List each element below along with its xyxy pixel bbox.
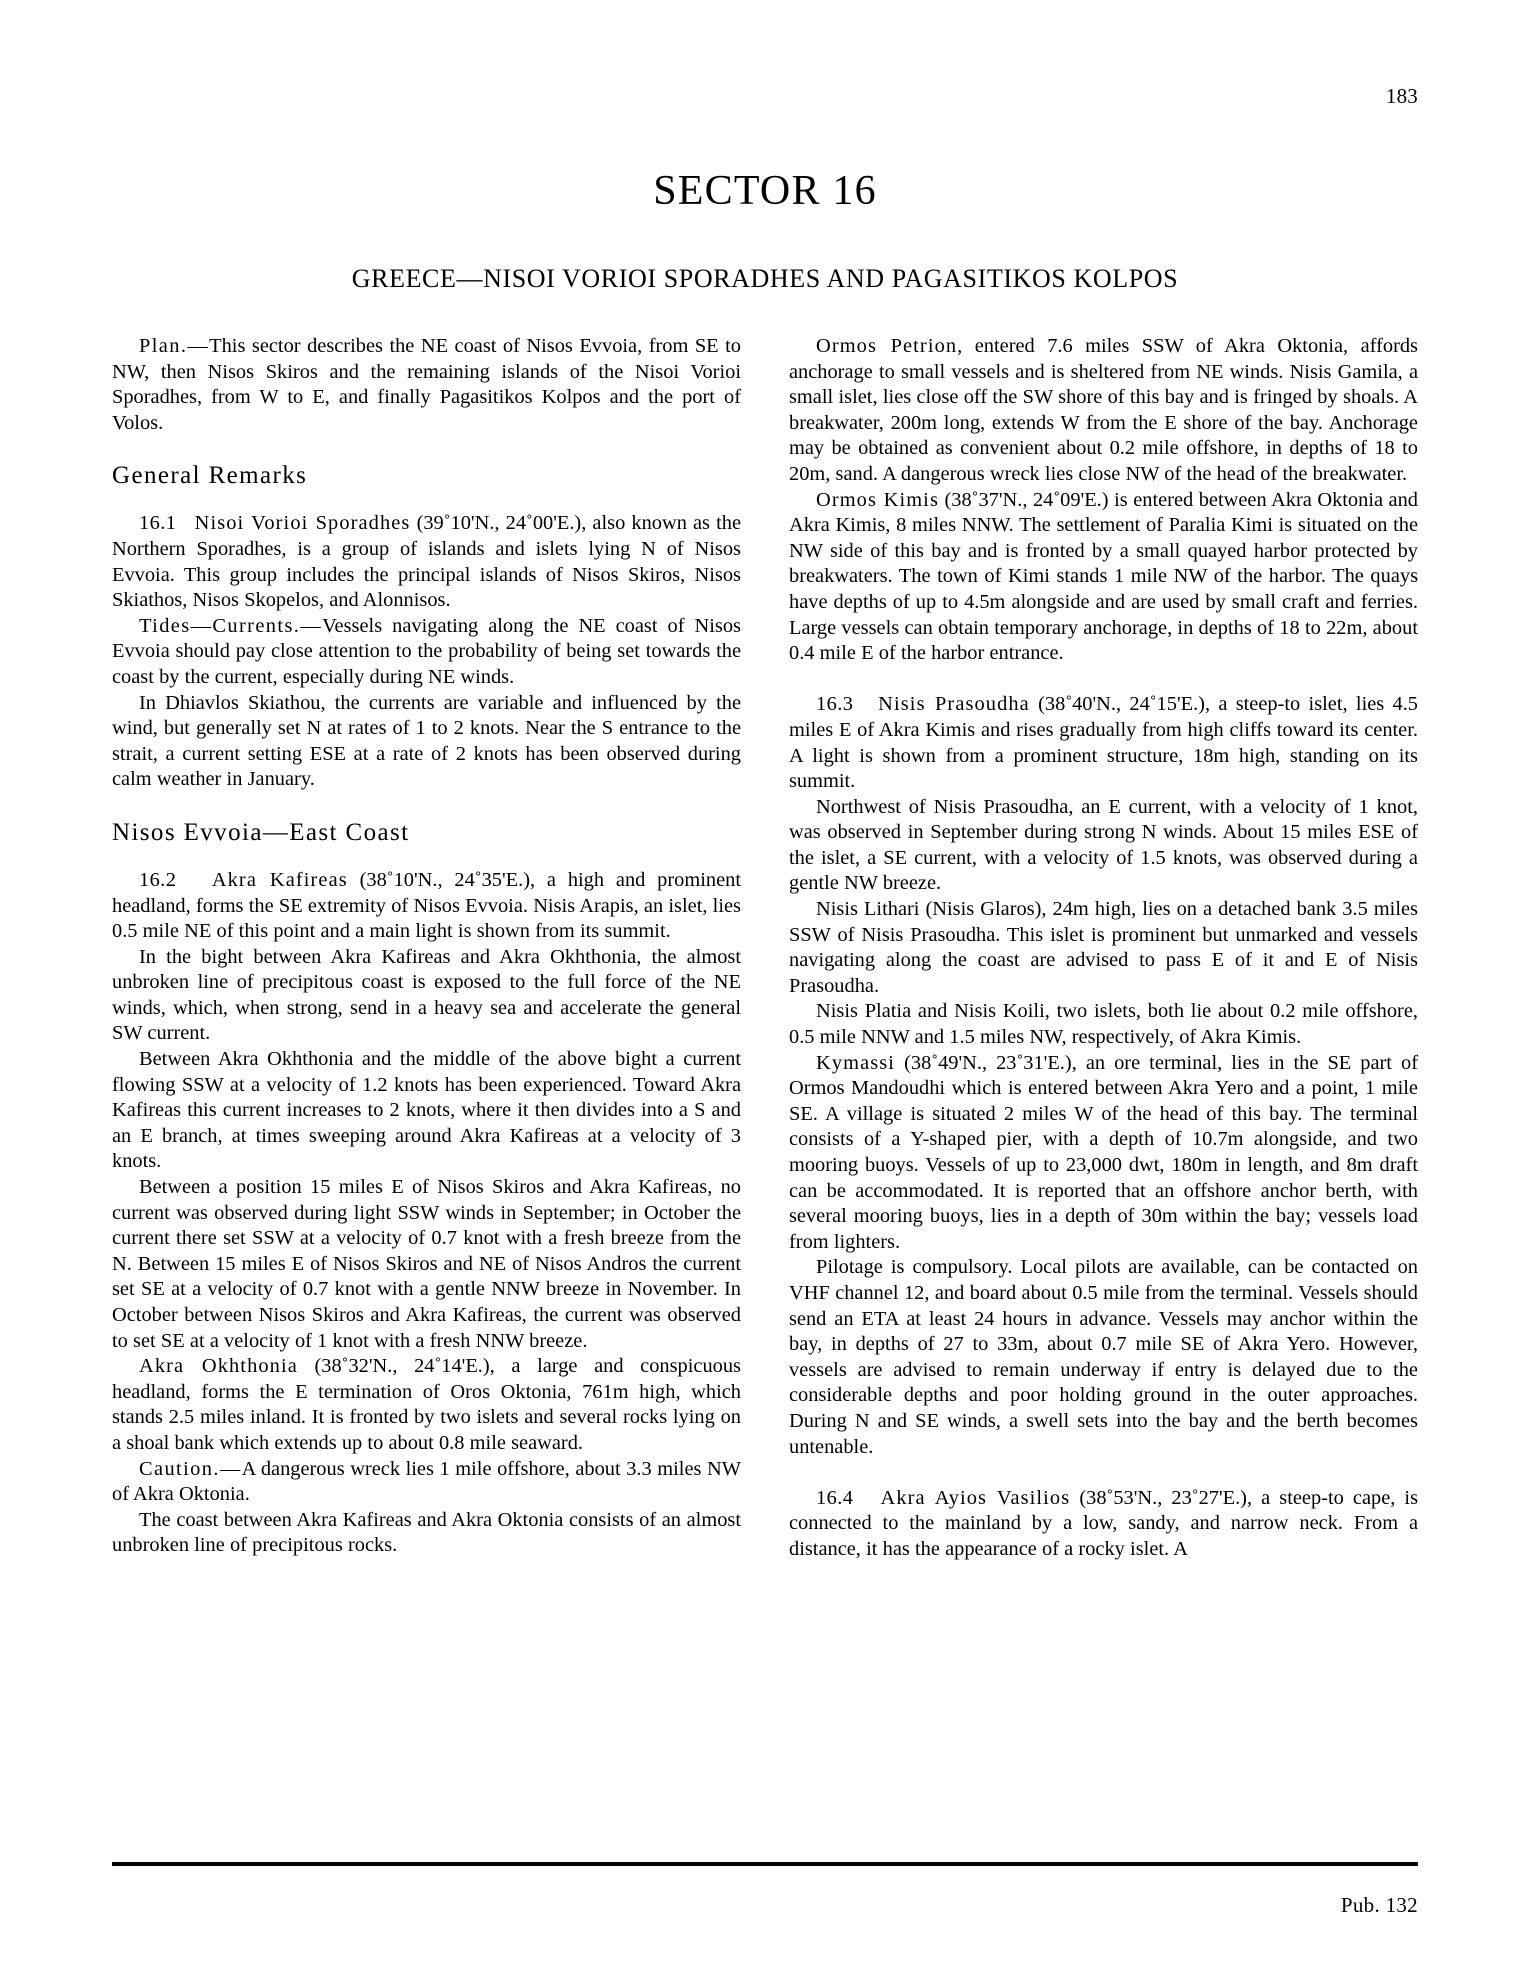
paragraph-16-1 [112,511,741,613]
lead-in-caution: Caution.— [139,1457,242,1480]
placename-kymassi: Kymassi [816,1051,896,1074]
lead-in-plan: Plan.— [139,335,210,357]
paragraph-plan-text: This sector describes the NE coast of Nisos Evvoia, from SE to NW, then Nisos Skiros and the remaining islands of the Nisoi Vorioi Sporadhes, from W to E, and finally Pagasitikos Kolpos and the port of Volos. [112,335,741,434]
section-number-16-2: 16.2 [139,868,177,891]
left-column [112,334,741,1814]
paragraph-16-4-text: (38˚53'N., 23˚27'E.), a steep-to cape, is connected to the mainland by a low, sandy, and narrow neck. From a distance, it has the appearance of a rocky islet. A [789,1486,1419,1560]
paragraph-16-2 [112,868,741,945]
placename-akra-okhthonia: Akra Okhthonia [139,1355,298,1378]
placename-ormos-kimis: Ormos Kimis [816,488,939,511]
sector-title: SECTOR 16 [653,168,877,214]
paragraph-ormos-kimis [789,488,1418,667]
heading-general-remarks: General Remarks [112,462,308,490]
paragraph-caution [112,1457,741,1508]
paragraph-plan [112,334,741,436]
paragraph-ormos-petrion [789,334,1418,488]
paragraph-nisis-lithari: Nisis Lithari (Nisis Glaros), 24m high, lies on a detached bank 3.5 miles SSW of Nisis Prasoudha. This islet is prominent but unmarked and vessels navigating along the coast are advised to pass E of it and E of Nisis Prasoudha. [789,898,1418,997]
paragraph-kymassi-text: (38˚49'N., 23˚31'E.), an ore terminal, lies in the SE part of Ormos Mandoudhi which is entered between Akra Yero and a point, 1 mile SE. A village is situated 2 miles W of the head of this bay. The terminal consists of a Y-shaped pier, with a depth of 10.7m alongside, and two mooring buoys. Vessels of up to 23,000 dwt, 180m in length, and 8m draft can be accommodated. It is reported that an offshore anchor berth, with several mooring buoys, lies in a depth of 30m within the bay; vessels load from lighters. [789,1051,1418,1253]
paragraph-nisis-platia: Nisis Platia and Nisis Koili, two islets, both lie about 0.2 mile offshore, 0.5 mile NNW and 1.5 miles NW, respectively, of Akra Kimis. [789,1000,1418,1049]
paragraph-bight: In the bight between Akra Kafireas and Akra Okhthonia, the almost unbroken line of precipitous coast is exposed to the full force of the NE winds, which, when strong, send in a heavy sea and accelerate the general SW current. [112,945,741,1045]
paragraph-akra-okhthonia [112,1354,741,1456]
two-column-body [112,334,1418,1814]
footer-publication: Pub. 132 [1340,1893,1418,1917]
paragraph-16-3 [789,692,1418,794]
paragraph-tides-currents-text: Vessels navigating along the NE coast of Nisos Evvoia should pay close attention to the probability of being set towards the coast by the current, especially during NE winds. [112,614,741,688]
paragraph-ormos-petrion-text: , entered 7.6 miles SSW of Akra Oktonia, affords anchorage to small vessels and is sheltered from NE winds. Nisis Gamila, a small islet, lies close off the SW shore of this bay and is fringed by shoals. A breakwater, 200m long, extends W from the E shore of the bay. Anchorage may be obtained as convenient about 0.2 mile offshore, in depths of 18 to 20m, sand. A dangerous wreck lies close NW of the head of the breakwater. [789,335,1418,485]
placename-nisis-prasoudha: Nisis Prasoudha [878,693,1030,716]
paragraph-between-okhthonia: Between Akra Okhthonia and the middle of the above bight a current flowing SSW at a velocity of 1.2 knots has been experienced. Toward Akra Kafireas this current increases to 2 knots, where it then divides into a S and an E branch, at times sweeping around Akra Kafireas at a velocity of 3 knots. [112,1048,741,1173]
section-number-16-3: 16.3 [816,693,854,716]
paragraph-16-2-text: (38˚10'N., 24˚35'E.), a high and prominent headland, forms the SE extremity of Nisos Evvoia. Nisis Arapis, an islet, lies 0.5 mile NE of this point and a main light is shown from its summit. [112,868,741,943]
paragraph-akra-okhthonia-text: (38˚32'N., 24˚14'E.), a large and conspicuous headland, forms the E termination of Oros Oktonia, 761m high, which stands 2.5 miles inland. It is fronted by two islets and several rocks lying on a shoal bank which extends up to about 0.8 mile seaward. [112,1355,741,1454]
placename-ormos-petrion: Ormos Petrion [816,335,958,357]
right-column [789,334,1418,1814]
footer-divider [112,1862,1418,1866]
paragraph-dhiavlos-skiathou: In Dhiavlos Skiathou, the currents are variable and influenced by the wind, but generally set N at rates of 1 to 2 knots. Near the S entrance to the strait, a current setting ESE at a rate of 2 knots has been observed during calm weather in January. [112,691,741,791]
paragraph-coast-between: The coast between Akra Kafireas and Akra Oktonia consists of an almost unbroken line of precipitous rocks. [112,1508,741,1557]
paragraph-ormos-kimis-text: (38˚37'N., 24˚09'E.) is entered between Akra Oktonia and Akra Kimis, 8 miles NNW. The settlement of Paralia Kimi is situated on the NW side of this bay and is fronted by a small quayed harbor protected by breakwaters. The town of Kimi stands 1 mile NW of the harbor. The quays have depths of up to 4.5m alongside and are used by small craft and ferries. Large vessels can obtain temporary anchorage, in depths of 18 to 22m, about 0.4 mile E of the harbor entrance. [789,488,1418,665]
paragraph-spacer-2 [789,1460,1418,1486]
lead-in-tides-currents: Tides—Currents.— [139,614,323,637]
page-number: 183 [1385,84,1418,108]
paragraph-northwest-prasoudha: Northwest of Nisis Prasoudha, an E current, with a velocity of 1 knot, was observed in September during strong N winds. About 15 miles ESE of the islet, a SE current, with a velocity of 1.5 knots, was observed during a gentle NW breeze. [789,795,1418,895]
paragraph-position-15-miles: Between a position 15 miles E of Nisos Skiros and Akra Kafireas, no current was observed during light SSW winds in September; in October the current there set SSW at a velocity of 0.7 knot with a fresh breeze from the N. Between 15 miles E of Nisos Skiros and NE of Nisos Andros the current set SE at a velocity of 0.7 knot with a gentle NNW breeze in November. In October between Nisos Skiros and Akra Kafireas, the current was observed to set SE at a velocity of 1 knot with a fresh NNW breeze. [112,1176,741,1352]
section-number-16-1: 16.1 [139,512,177,535]
paragraph-caution-text: A dangerous wreck lies 1 mile offshore, about 3.3 miles NW of Akra Oktonia. [112,1457,741,1506]
placename-akra-ayios-vasilios: Akra Ayios Vasilios [880,1486,1071,1509]
placename-nisoi-vorioi-sporadhes: Nisoi Vorioi Sporadhes [194,512,411,535]
paragraph-16-1-text: (39˚10'N., 24˚00'E.), also known as the Northern Sporadhes, is a group of islands and islets lying N of Nisos Evvoia. This group includes the principal islands of Nisos Skiros, Nisos Skiathos, Nisos Skopelos, and Alonnisos. [112,512,742,612]
paragraph-spacer [789,667,1418,693]
paragraph-16-4 [789,1486,1418,1563]
sector-subtitle: GREECE—NISOI VORIOI SPORADHES AND PAGASITIKOS KOLPOS [351,264,1179,293]
paragraph-pilotage: Pilotage is compulsory. Local pilots are available, can be contacted on VHF channel 12, and board about 0.5 mile from the terminal. Vessels should send an ETA at least 24 hours in advance. Vessels may anchor within the bay, in depths of 27 to 33m, about 0.7 mile SE of Akra Yero. However, vessels are advised to remain underway if entry is delayed due to the considerable depths and poor holding ground in the outer approaches. During N and SE winds, a swell sets into the bay and the berth becomes untenable. [789,1256,1418,1458]
heading-nisos-evvoia-east-coast: Nisos Evvoia—East Coast [112,818,410,846]
paragraph-kymassi [789,1051,1418,1256]
placename-akra-kafireas: Akra Kafireas [211,868,348,891]
section-number-16-4: 16.4 [816,1486,854,1509]
paragraph-tides-currents [112,614,741,691]
paragraph-16-3-text: (38˚40'N., 24˚15'E.), a steep-to islet, lies 4.5 miles E of Akra Kimis and rises gradually from high cliffs toward its center. A light is shown from a prominent structure, 18m high, standing on its summit. [789,693,1418,793]
